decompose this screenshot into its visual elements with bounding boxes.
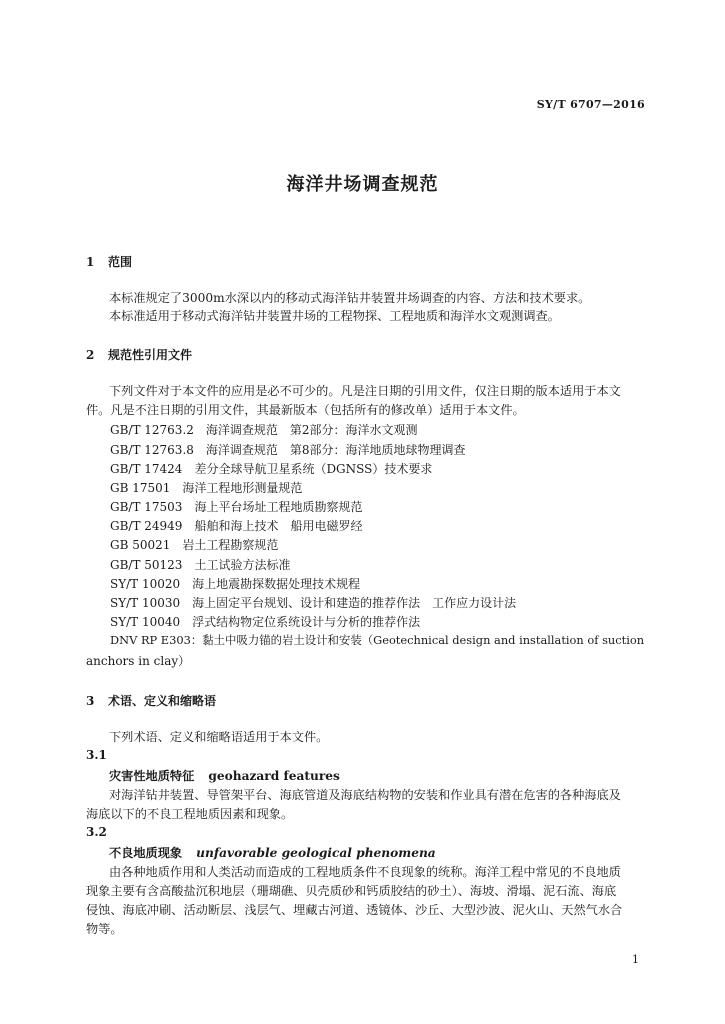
term-zh: 灾害性地质特征 [109,769,195,783]
section-number: 3 [86,694,95,708]
clause-number: 3.1 [86,748,107,762]
section-title: 术语、定义和缩略语 [108,694,217,708]
reference-item: SY/T 10040 浮式结构物定位系统设计与分析的推荐作法 [110,615,421,629]
paragraph-line: 件。凡是不注日期的引用文件，其最新版本（包括所有的修改单）适用于本文件。 [86,403,525,417]
paragraph: 本标准规定了3000m水深以内的移动式海洋钻井装置井场调查的内容、方法和技术要求。 [109,291,591,305]
paragraph-line: 下列文件对于本文件的应用是必不可少的。凡是注日期的引用文件，仅注日期的版本适用于本文 [109,384,621,398]
reference-item: GB/T 12763.8 海洋调查规范 第8部分：海洋地质地球物理调查 [110,443,466,457]
reference-item: GB/T 12763.2 海洋调查规范 第2部分：海洋水文观测 [110,423,418,437]
reference-item: DNV RP E303：黏土中吸力锚的岩土设计和安装（Geotechnical design and installation of suction [110,633,645,647]
section-2-heading [86,346,192,363]
paragraph: 下列术语、定义和缩略语适用于本文件。 [109,730,329,744]
term-zh: 不良地质现象 [109,846,183,860]
reference-item: SY/T 10020 海上地震勘探数据处理技术规程 [110,577,361,591]
section-number: 1 [86,255,95,269]
reference-item: GB/T 50123 土工试验方法标准 [110,558,291,572]
definition-line: 海底以下的不良工程地质因素和现象。 [86,807,294,821]
term-heading [109,844,436,862]
definition-line: 侵蚀、海底冲刷、活动断层、浅层气、埋藏古河道、透镜体、沙丘、大型沙波、泥火山、天然气水合 [86,903,623,917]
definition-line: 物等。 [86,922,123,936]
reference-item: GB/T 17424 差分全球导航卫星系统（DGNSS）技术要求 [110,462,433,476]
standard-number: SY/T 6707—2016 [536,98,645,111]
section-3-heading [86,692,216,709]
section-title: 规范性引用文件 [108,348,193,362]
reference-item: GB/T 24949 船舶和海上技术 船用电磁罗经 [110,519,363,533]
section-number: 2 [86,348,95,362]
definition-line: 由各种地质作用和人类活动而造成的工程地质条件不良现象的统称。海洋工程中常见的不良地质 [109,865,621,879]
reference-item: GB/T 17503 海上平台场址工程地质勘察规范 [110,500,363,514]
reference-item-continued: anchors in clay） [86,654,191,668]
definition-line: 对海洋钻井装置、导管架平台、海底管道及海底结构物的安装和作业具有潜在危害的各种海底及 [109,788,621,802]
definition-line: 现象主要有含高酸盐沉积地层（珊瑚礁、贝壳质砂和钙质胶结的砂土）、海坡、滑塌、泥石流、海底 [86,884,617,898]
term-en: geohazard features [208,769,340,783]
reference-item: SY/T 10030 海上固定平台规划、设计和建造的推荐作法 工作应力设计法 [110,596,517,610]
reference-item: GB 50021 岩土工程勘察规范 [110,538,279,552]
reference-item: GB 17501 海洋工程地形测量规范 [110,481,303,495]
clause-number: 3.2 [86,825,107,839]
paragraph: 本标准适用于移动式海洋钻井装置井场的工程物探、工程地质和海洋水文观测调查。 [109,309,560,323]
section-1-heading [86,253,132,270]
page-number: 1 [632,953,639,966]
term-heading [109,767,340,785]
document-title: 海洋井场调查规范 [286,174,439,195]
term-en: unfavorable geological phenomena [196,846,436,860]
section-title: 范围 [108,255,133,269]
